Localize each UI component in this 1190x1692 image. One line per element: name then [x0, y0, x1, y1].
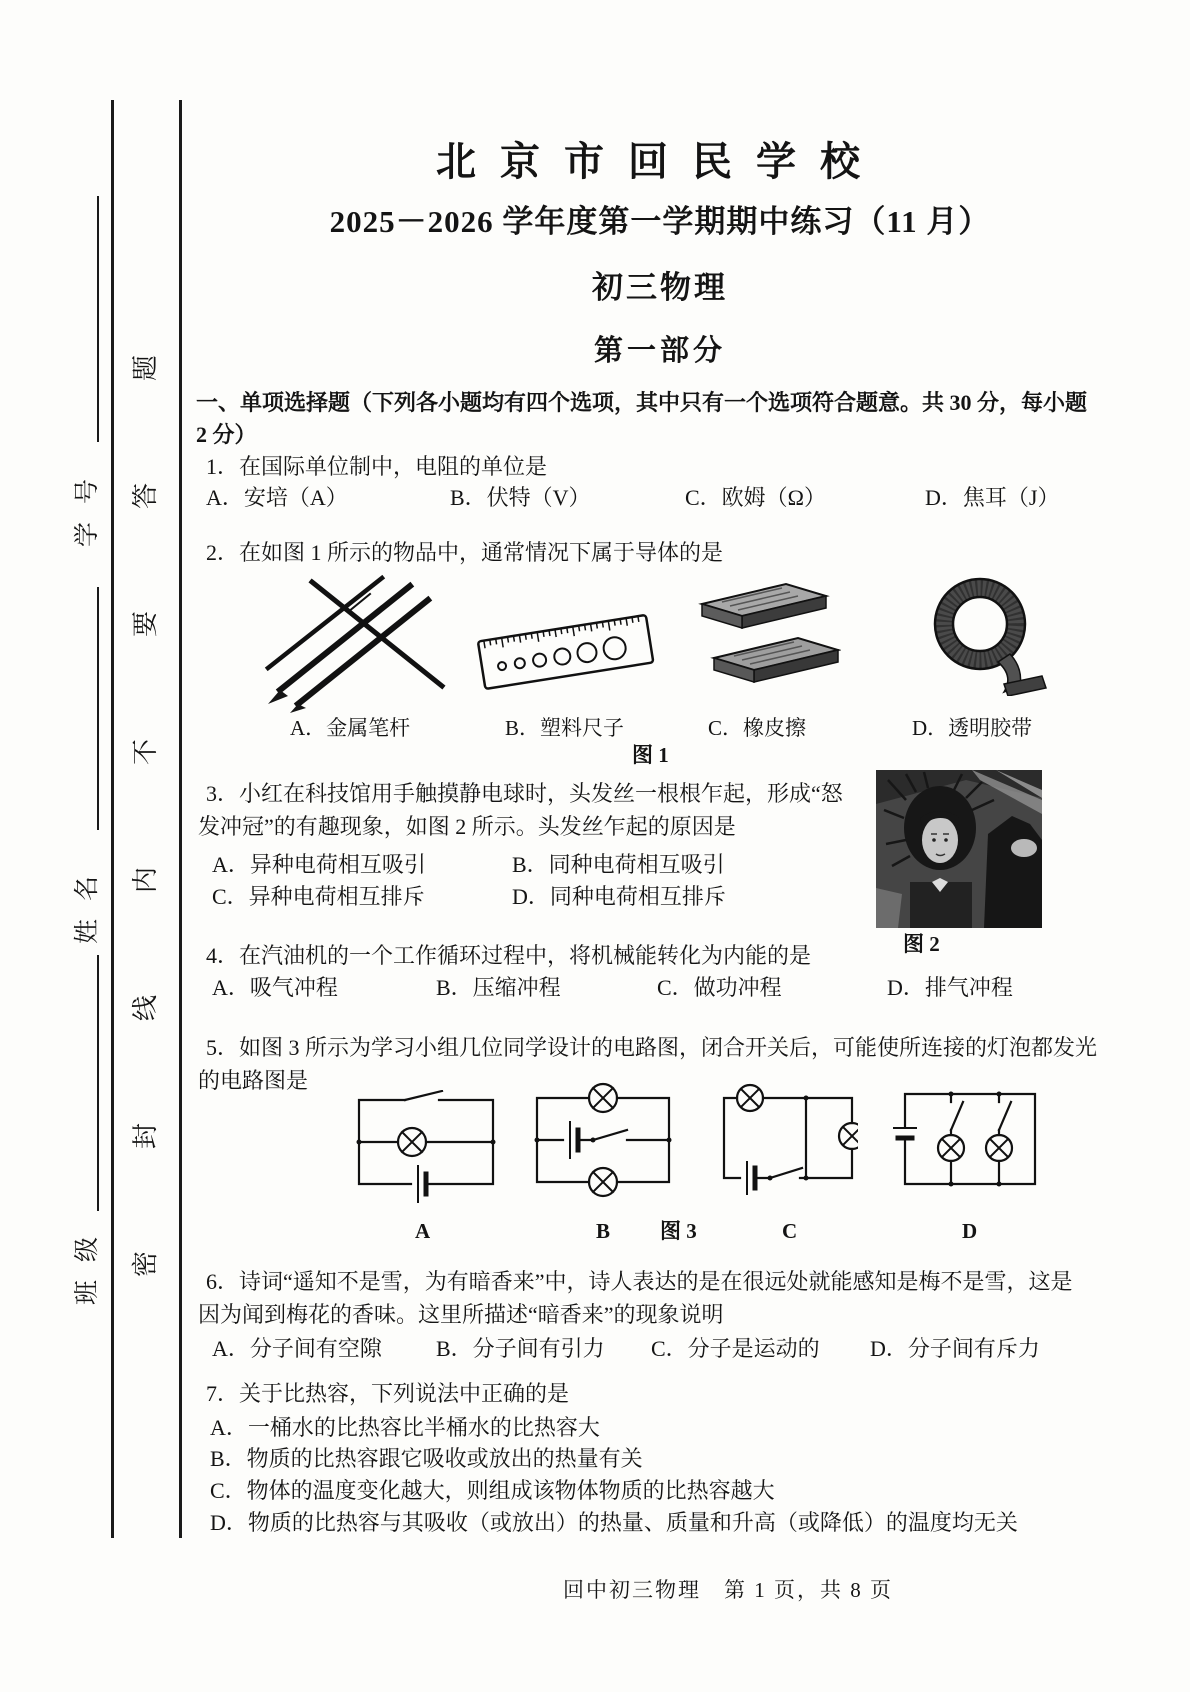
subject-title: 初三物理 — [592, 270, 728, 305]
seal-char-bu: 不 — [131, 739, 160, 766]
seal-char-mi: 密 — [131, 1251, 160, 1278]
student-id-fill-line — [97, 196, 99, 442]
q1-option-a: A．安培（A） — [206, 485, 348, 510]
circuit-d-label: D — [962, 1219, 978, 1243]
metal-pens-image — [252, 568, 457, 713]
student-name-field-label: 姓名 — [74, 858, 101, 945]
q3-option-a: A．异种电荷相互吸引 — [212, 852, 426, 877]
q7-option-c: C．物体的温度变化越大，则组成该物体物质的比热容越大 — [210, 1478, 775, 1503]
q7-option-b: B．物质的比热容跟它吸收或放出的热量有关 — [210, 1446, 643, 1471]
page-footer: 回中初三物理 第 1 页，共 8 页 — [563, 1578, 893, 1602]
q1-option-c: C．欧姆（Ω） — [685, 485, 827, 510]
question-3-line1: 3．小红在科技馆用手触摸静电球时，头发丝一根根乍起，形成“怒 — [206, 781, 843, 806]
question-4-text: 4．在汽油机的一个工作循环过程中，将机械能转化为内能的是 — [206, 943, 812, 968]
seal-char-nei: 内 — [131, 867, 160, 894]
tape-roll-image — [920, 572, 1050, 696]
section-intro-line2: 2 分） — [196, 422, 257, 447]
seal-char-feng: 封 — [131, 1123, 160, 1150]
fig3-caption: 图 3 — [660, 1219, 697, 1243]
q4-option-c: C．做功冲程 — [657, 975, 782, 1000]
fig1-item-a-label: A．金属笔杆 — [290, 716, 411, 740]
question-1-text: 1．在国际单位制中，电阻的单位是 — [206, 454, 548, 479]
q4-option-d: D．排气冲程 — [887, 975, 1013, 1000]
part-title: 第一部分 — [593, 335, 726, 367]
q1-option-b: B．伏特（V） — [450, 485, 591, 510]
term-title: 2025－2026 学年度第一学期期中练习（11 月） — [329, 204, 991, 239]
fig1-item-c-label: C．橡皮擦 — [708, 716, 807, 740]
student-name-fill-line — [97, 587, 99, 830]
plastic-ruler-image — [468, 592, 663, 704]
circuit-b-diagram — [533, 1078, 673, 1198]
student-id-field-label: 学号 — [74, 461, 101, 548]
question-5-line2: 的电路图是 — [198, 1068, 309, 1093]
fig1-item-d-label: D．透明胶带 — [912, 716, 1033, 740]
q6-option-c: C．分子是运动的 — [651, 1336, 820, 1361]
erasers-image — [686, 576, 841, 692]
seal-char-yao: 要 — [131, 611, 160, 638]
circuit-d-diagram — [893, 1082, 1041, 1198]
circuit-a-diagram — [355, 1090, 497, 1204]
fig2-caption: 图 2 — [903, 932, 940, 956]
q3-option-d: D．同种电荷相互排斥 — [512, 884, 726, 909]
static-electricity-photo — [876, 770, 1042, 928]
q6-option-d: D．分子间有斥力 — [870, 1336, 1040, 1361]
circuit-b-label: B — [596, 1219, 611, 1243]
seal-char-xian: 线 — [131, 995, 160, 1022]
question-6-line1: 6．诗词“遥知不是雪，为有暗香来”中，诗人表达的是在很远处就能感知是梅不是雪，这是 — [206, 1269, 1073, 1294]
class-fill-line — [97, 955, 99, 1211]
circuit-a-label: A — [415, 1219, 431, 1243]
seal-char-ti: 题 — [131, 355, 160, 382]
fig1-item-b-label: B．塑料尺子 — [505, 716, 625, 740]
class-field-label: 班级 — [74, 1219, 101, 1306]
q6-option-b: B．分子间有引力 — [436, 1336, 605, 1361]
q4-option-a: A．吸气冲程 — [212, 975, 338, 1000]
question-3-line2: 发冲冠”的有趣现象，如图 2 所示。头发丝乍起的原因是 — [198, 814, 736, 839]
q1-option-d: D．焦耳（J） — [925, 485, 1060, 510]
school-title: 北京市回民学校 — [436, 139, 884, 184]
q3-option-c: C．异种电荷相互排斥 — [212, 884, 425, 909]
circuit-c-diagram — [718, 1078, 858, 1196]
question-5-line1: 5．如图 3 所示为学习小组几位同学设计的电路图，闭合开关后，可能使所连接的灯泡都发光 — [206, 1035, 1098, 1060]
question-7-text: 7．关于比热容，下列说法中正确的是 — [206, 1381, 570, 1406]
q7-option-a: A．一桶水的比热容比半桶水的比热容大 — [210, 1415, 600, 1440]
fig1-caption: 图 1 — [632, 743, 669, 767]
q4-option-b: B．压缩冲程 — [436, 975, 561, 1000]
seal-rule-outer — [179, 100, 182, 1538]
question-2-text: 2．在如图 1 所示的物品中，通常情况下属于导体的是 — [206, 540, 724, 565]
seal-rule-inner — [111, 100, 114, 1538]
q7-option-d: D．物质的比热容与其吸收（或放出）的热量、质量和升高（或降低）的温度均无关 — [210, 1510, 1018, 1535]
section-intro-line1: 一、单项选择题（下列各小题均有四个选项，其中只有一个选项符合题意。共 30 分，每小题 — [196, 390, 1088, 415]
circuit-c-label: C — [782, 1219, 798, 1243]
q3-option-b: B．同种电荷相互吸引 — [512, 852, 725, 877]
question-6-line2: 因为闻到梅花的香味。这里所描述“暗香来”的现象说明 — [198, 1302, 724, 1327]
q6-option-a: A．分子间有空隙 — [212, 1336, 382, 1361]
seal-char-da: 答 — [131, 483, 160, 510]
